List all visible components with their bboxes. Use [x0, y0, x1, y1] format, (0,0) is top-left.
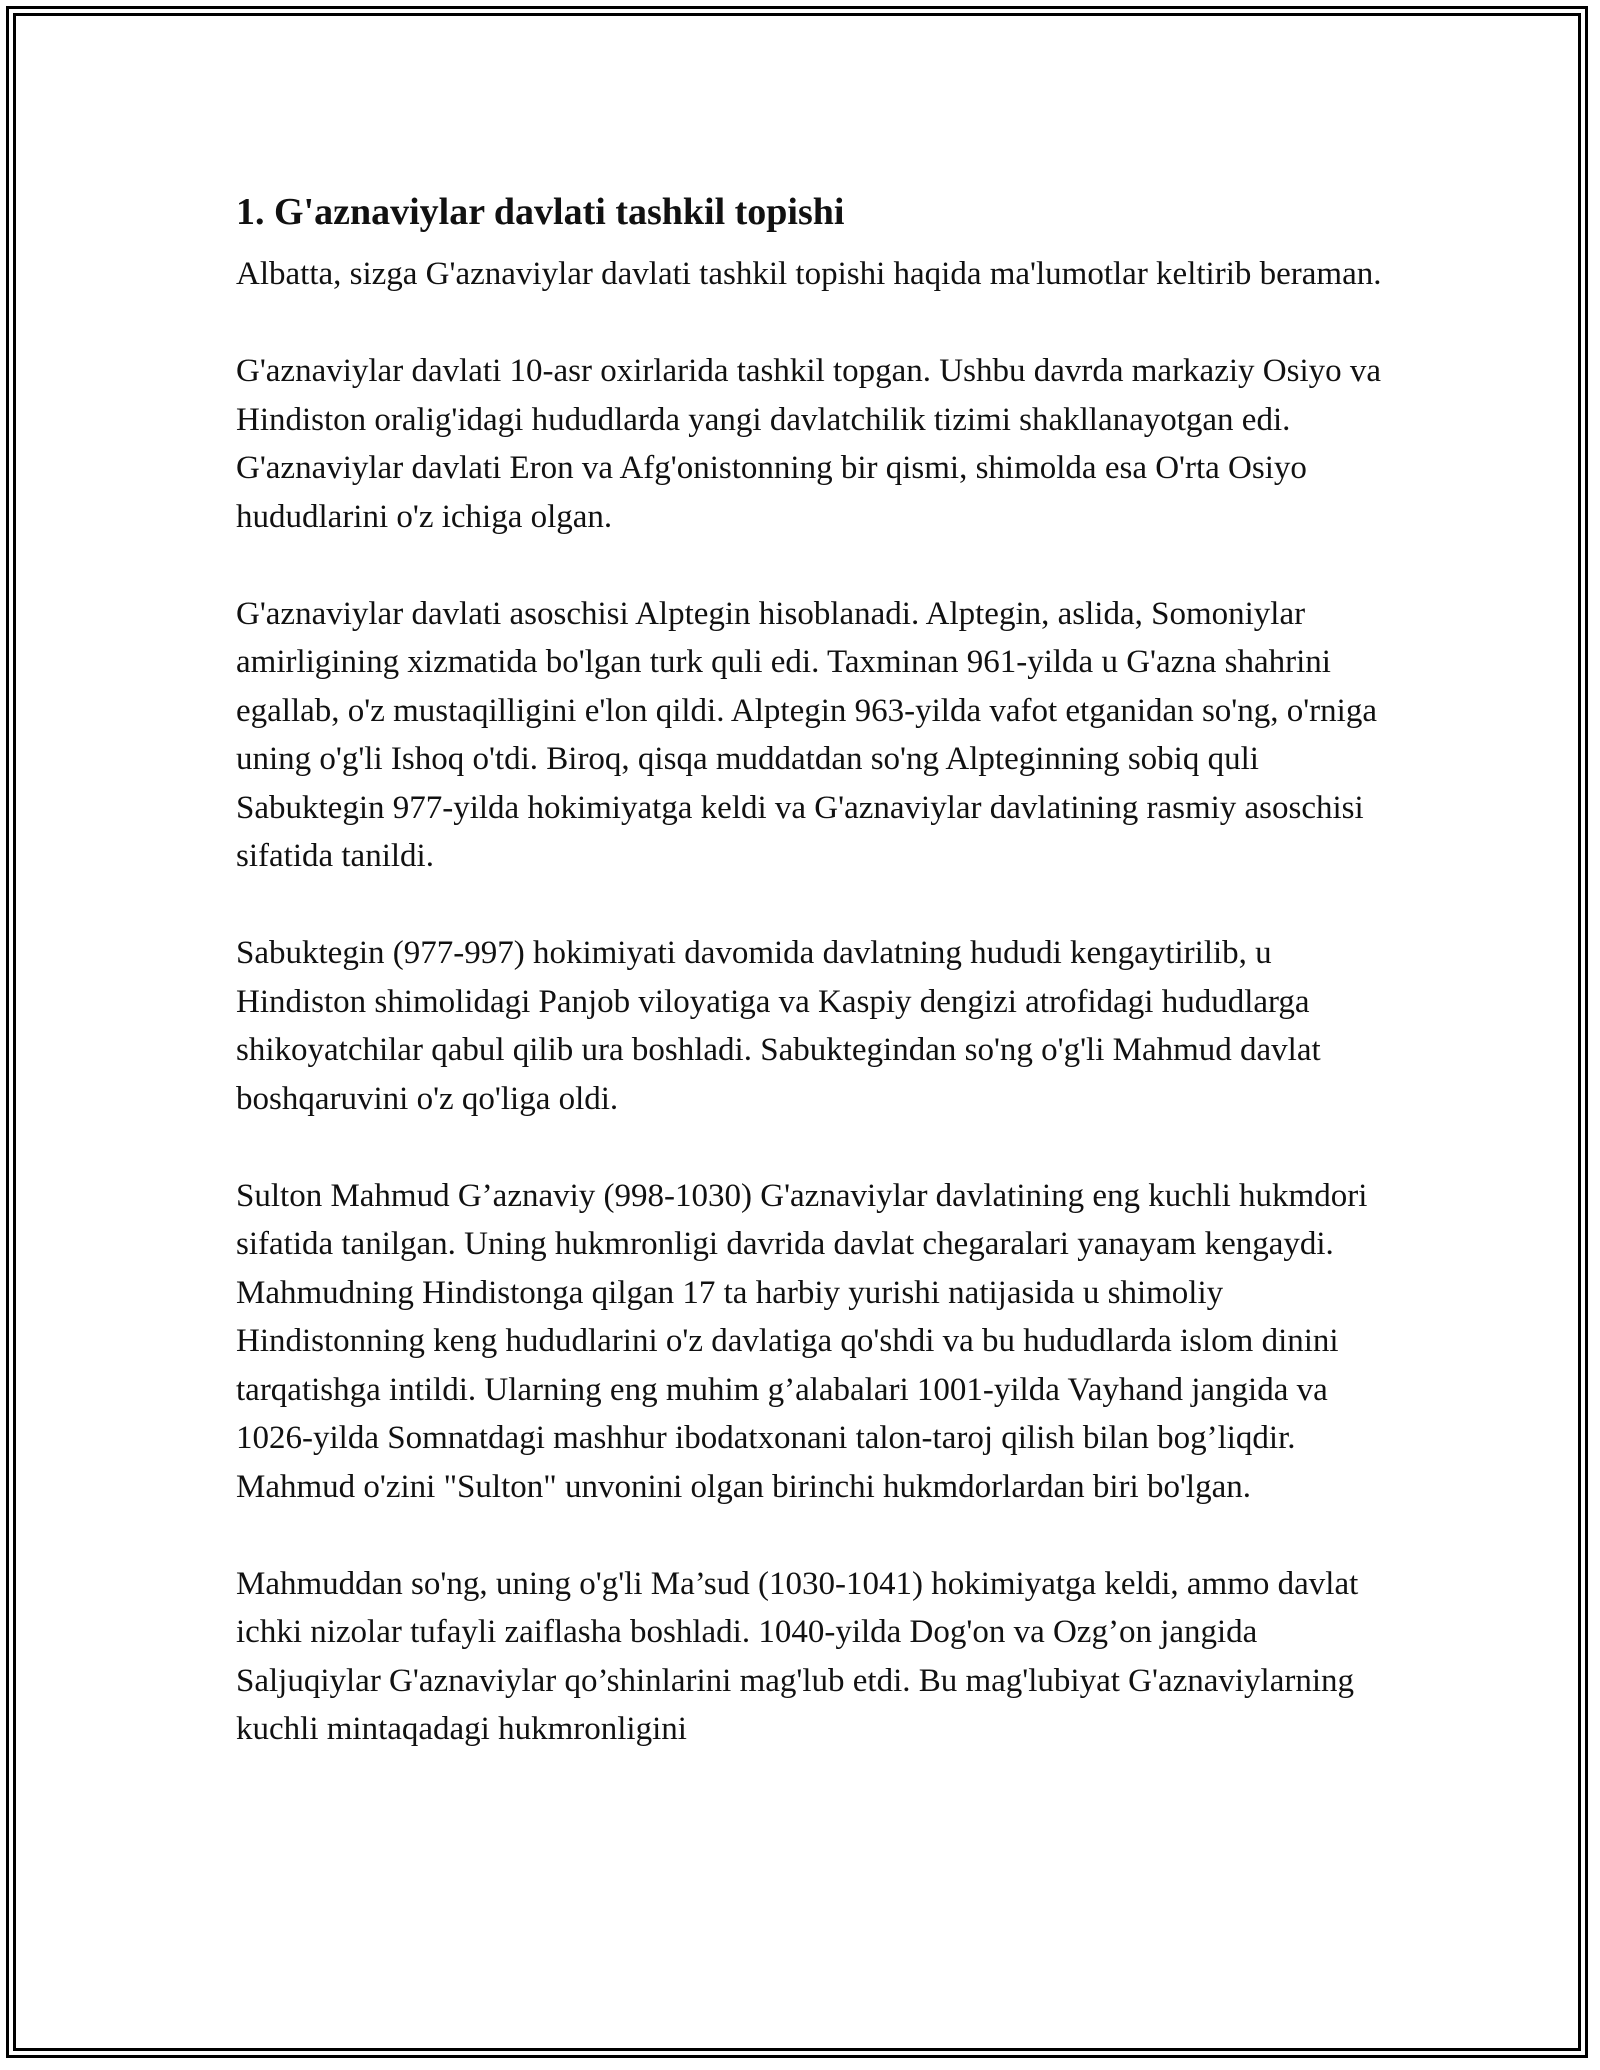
section-heading: 1. G'aznaviylar davlati tashkil topishi	[236, 191, 845, 233]
paragraph-founding: G'aznaviylar davlati 10-asr oxirlarida tashkil topgan. Ushbu davrda markaziy Osiyo va Hindiston oralig'idagi hududlarda yangi davlatchilik tizimi shakllanayotgan edi. G'aznaviylar davlati Eron va Afg'onistonning bir qismi, shimolda esa O'rta Osiyo hududlarini o'z ichiga olgan.	[236, 353, 1382, 535]
paragraph-intro: Albatta, sizga G'aznaviylar davlati tashkil topishi haqida ma'lumotlar keltirib beraman.	[236, 256, 1382, 292]
paragraph-masud: Mahmuddan so'ng, uning o'g'li Ma’sud (1030-1041) hokimiyatga keldi, ammo davlat ichki nizolar tufayli zaiflasha boshladi. 1040-yilda Dog'on va Ozg’on jangida Saljuqiylar G'aznaviylar qo’shinlarini mag'lub etdi. Bu mag'lubiyat G'aznaviylarning kuchli mintaqadagi hukmronligini	[236, 1565, 1359, 1747]
paragraph-mahmud: Sulton Mahmud G’aznaviy (998-1030) G'aznaviylar davlatining eng kuchli hukmdori sifatida tanilgan. Uning hukmronligi davrida davlat chegaralari yanayam kengaydi. Mahmudning Hindistonga qilgan 17 ta harbiy yurishi natijasida u shimoliy Hindistonning keng hududlarini o'z davlatiga qo'shdi va bu hududlarda islom dinini tarqatishga intildi. Ularning eng muhim g’alabalari 1001-yilda Vayhand jangida va 1026-yilda Somnatdagi mashhur ibodatxonani talon-taroj qilish bilan bog’liqdir. Mahmud o'zini "Sulton" unvonini olgan birinchi hukmdorlardan biri bo'lgan.	[236, 1177, 1368, 1505]
document-body	[236, 186, 1386, 1802]
paragraph-sabuktegin: Sabuktegin (977-997) hokimiyati davomida davlatning hududi kengaytirilib, u Hindiston shimolidagi Panjob viloyatiga va Kaspiy dengizi atrofidagi hududlarga shikoyatchilar qabul qilib ura boshladi. Sabuktegindan so'ng o'g'li Mahmud davlat boshqaruvini o'z qo'liga oldi.	[236, 935, 1321, 1117]
paragraph-alptegin: G'aznaviylar davlati asoschisi Alptegin hisoblanadi. Alptegin, aslida, Somoniylar amirligining xizmatida bo'lgan turk quli edi. Taxminan 961-yilda u G'azna shahrini egallab, o'z mustaqilligini e'lon qildi. Alptegin 963-yilda vafot etganidan so'ng, o'rniga uning o'g'li Ishoq o'tdi. Biroq, qisqa muddatdan so'ng Alpteginning sobiq quli Sabuktegin 977-yilda hokimiyatga keldi va G'aznaviylar davlatining rasmiy asoschisi sifatida tanildi.	[236, 595, 1377, 874]
